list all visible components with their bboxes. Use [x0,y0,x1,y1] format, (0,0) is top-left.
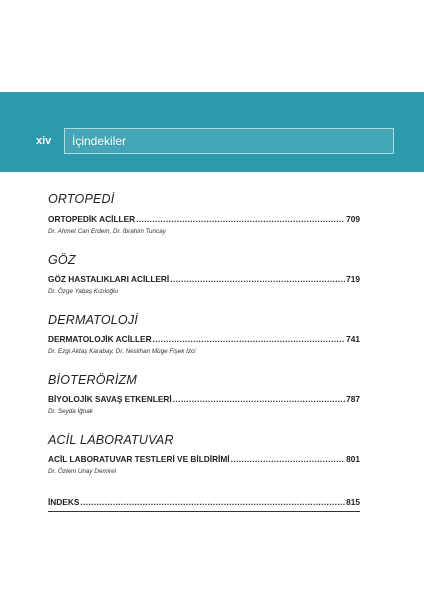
header-banner [0,92,424,172]
section-title: DERMATOLOJİ [48,313,138,327]
toc-section-ortopedi [48,190,360,235]
section-title: BİOTERÖRİZM [48,373,138,387]
section-title: ACİL LABORATUVAR [48,433,174,447]
entry-authors: Dr. Özge Yabaş Kızıloğlu [48,288,118,295]
entry-page: 719 [346,274,360,284]
dot-leader [80,497,345,507]
entry-title: BİYOLOJİK SAVAŞ ETKENLERİ [48,394,172,404]
entry-page: 801 [346,454,360,464]
dot-leader [136,214,345,224]
toc-entry[interactable] [48,334,360,344]
entry-title: ACİL LABORATUVAR TESTLERİ VE BİLDİRİMİ [48,454,230,464]
toc-section-goz [48,251,360,295]
toc-section-dermatoloji [48,311,360,355]
toc-entry[interactable] [48,394,360,404]
entry-title: GÖZ HASTALIKLARI ACİLLERİ [48,274,170,284]
dot-leader [170,274,345,284]
entry-page: 787 [346,394,360,404]
divider [48,511,360,512]
toc-entry[interactable] [48,214,360,224]
toc-entry[interactable] [48,274,360,284]
page-number: xiv [36,135,52,147]
entry-page: 741 [346,334,360,344]
entry-title: DERMATOLOJİK ACİLLER [48,334,152,344]
entry-title: ORTOPEDİK ACİLLER [48,214,136,224]
toc-entry-index[interactable] [48,497,360,507]
section-title: GÖZ [48,253,76,267]
entry-authors: Dr. Özlem Unay Demirel [48,468,116,475]
toc-entry[interactable] [48,454,360,464]
header-bar [30,128,394,154]
entry-authors: Dr. Seyda İğnak [48,408,93,415]
entry-page: 709 [346,214,360,224]
entry-page: 815 [346,497,360,507]
dot-leader [173,394,345,404]
section-title: ORTOPEDİ [48,192,115,206]
table-of-contents [48,190,360,512]
toc-section-index [48,497,360,512]
entry-authors: Dr. Ezgi Aktaş Karabay, Dr. Neslihan Müge Fişek İzci [48,348,196,355]
dot-leader [153,334,346,344]
toc-section-bioterorizm [48,371,360,415]
toc-section-acil-laboratuvar [48,431,360,475]
entry-authors: Dr. Ahmet Can Erdem, Dr. İbrahim Tuncay [48,228,166,235]
page-title: İçindekiler [64,128,394,154]
dot-leader [231,454,346,464]
entry-title: İNDEKS [48,497,80,507]
